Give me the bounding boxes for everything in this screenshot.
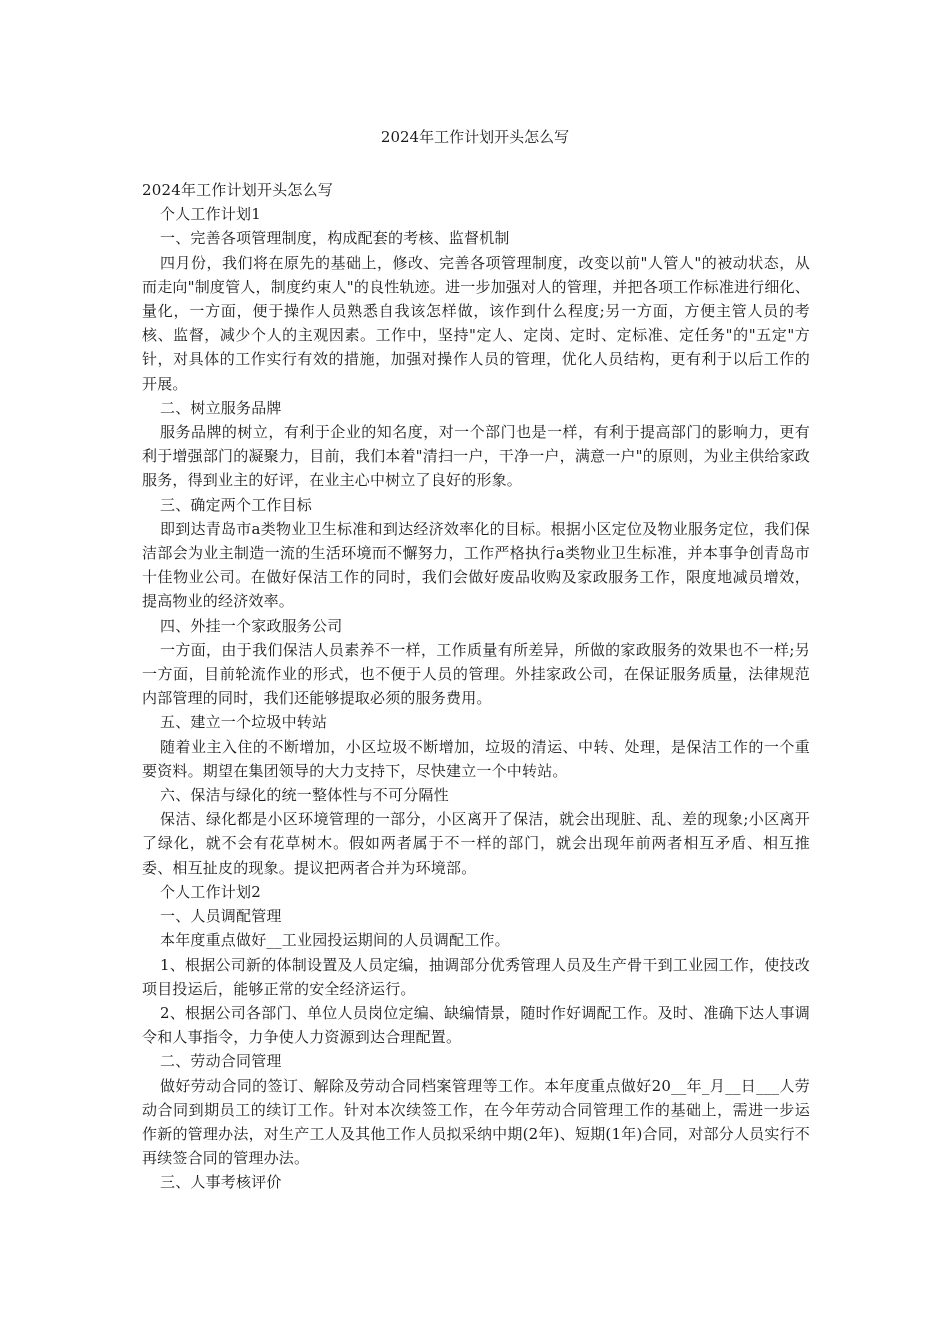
body-paragraph: 2024年工作计划开头怎么写 xyxy=(142,181,333,199)
body-paragraph: 一、完善各项管理制度，构成配套的考核、监督机制 xyxy=(160,229,510,248)
body-paragraph: 四、外挂一个家政服务公司 xyxy=(160,616,343,635)
body-paragraph: 个人工作计划1 xyxy=(160,205,261,224)
body-paragraph: 一、人员调配管理 xyxy=(160,907,282,926)
body-paragraph: 二、劳动合同管理 xyxy=(160,1052,282,1071)
body-paragraph: 服务品牌的树立，有利于企业的知名度，对一个部门也是一样，有利于提高部门的影响力，更有利于增强部门的凝聚力，目前，我们本着"清扫一户，干净一户，满意一户"的原则，为业主供给家政服务，得到业主的好评，在业主心中树立了良好的形象。 xyxy=(142,423,810,490)
document-body xyxy=(142,178,810,1195)
body-paragraph: 四月份，我们将在原先的基础上，修改、完善各项管理制度，改变以前"人管人"的被动状态，从而走向"制度管人，制度约束人"的良性轨迹。进一步加强对人的管理，并把各项工作标准进行细化、量化，一方面，便于操作人员熟悉自我该怎样做，该作到什么程度;另一方面，方便主管人员的考核、监督，减少个人的主观因素。工作中，坚持"定人、定岗、定时、定标准、定任务"的"五定"方针，对具体的工作实行有效的措施，加强对操作人员的管理，优化人员结构，更有利于以后工作的开展。 xyxy=(142,253,810,393)
body-paragraph: 个人工作计划2 xyxy=(160,882,261,901)
body-paragraph: 随着业主入住的不断增加，小区垃圾不断增加，垃圾的清运、中转、处理，是保洁工作的一个重要资料。期望在集团领导的大力支持下，尽快建立一个中转站。 xyxy=(142,737,810,780)
body-paragraph: 三、人事考核评价 xyxy=(160,1173,282,1192)
body-paragraph: 二、树立服务品牌 xyxy=(160,398,282,417)
body-paragraph: 三、确定两个工作目标 xyxy=(160,495,313,514)
body-paragraph: 做好劳动合同的签订、解除及劳动合同档案管理等工作。本年度重点做好20__年_月__日___人劳动合同到期员工的续订工作。针对本次续签工作，在今年劳动合同管理工作的基础上，需进一步运作新的管理办法，对生产工人及其他工作人员拟采纳中期(2年)、短期(1年)合同，对部分人员实行不再续签合同的管理办法。 xyxy=(142,1076,810,1168)
body-paragraph: 一方面，由于我们保洁人员素养不一样，工作质量有所差异，所做的家政服务的效果也不一样;另一方面，目前轮流作业的形式，也不便于人员的管理。外挂家政公司，在保证服务质量，法律规范内部管理的同时，我们还能够提取必须的服务费用。 xyxy=(142,640,810,708)
document-title: 2024年工作计划开头怎么写 xyxy=(380,128,570,146)
body-paragraph: 1、根据公司新的体制设置及人员定编，抽调部分优秀管理人员及生产骨干到工业园工作，使技改项目投运后，能够正常的安全经济运行。 xyxy=(142,955,810,998)
body-paragraph: 六、保洁与绿化的统一整体性与不可分隔性 xyxy=(160,786,449,805)
body-paragraph: 五、建立一个垃圾中转站 xyxy=(160,713,328,732)
body-paragraph: 本年度重点做好__工业园投运期间的人员调配工作。 xyxy=(160,931,510,950)
body-paragraph: 即到达青岛市a类物业卫生标准和到达经济效率化的目标。根据小区定位及物业服务定位，我们保洁部会为业主制造一流的生活环境而不懈努力，工作严格执行a类物业卫生标准，并本事争创青岛市十佳物业公司。在做好保洁工作的同时，我们会做好废品收购及家政服务工作，限度地减员增效，提高物业的经济效率。 xyxy=(142,519,810,611)
body-paragraph: 保洁、绿化都是小区环境管理的一部分，小区离开了保洁，就会出现脏、乱、差的现象;小区离开了绿化，就不会有花草树木。假如两者属于不一样的部门，就会出现年前两者相互矛盾、相互推委、相互扯皮的现象。提议把两者合并为环境部。 xyxy=(142,810,810,877)
body-paragraph: 2、根据公司各部门、单位人员岗位定编、缺编情景，随时作好调配工作。及时、准确下达人事调令和人事指令，力争使人力资源到达合理配置。 xyxy=(142,1003,810,1047)
